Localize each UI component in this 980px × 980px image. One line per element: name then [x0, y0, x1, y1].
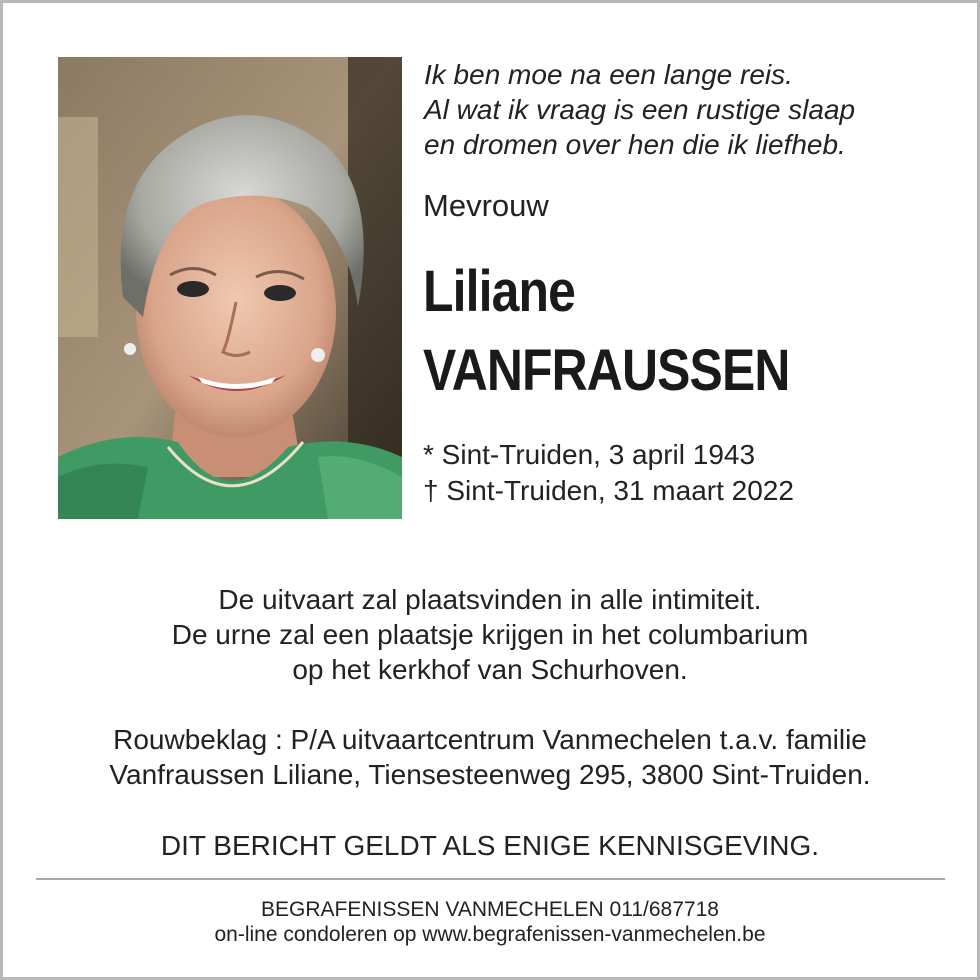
condolence-address — [0, 722, 980, 792]
first-name: Liliane — [423, 259, 575, 324]
divider — [36, 878, 945, 880]
death-date: † Sint-Truiden, 31 maart 2022 — [423, 475, 794, 506]
footer — [0, 897, 980, 947]
funeral-line: De uitvaart zal plaatsvinden in alle intimiteit. — [218, 584, 762, 615]
last-name: VANFRAUSSEN — [423, 338, 790, 403]
poem-line: Al wat ik vraag is een rustige slaap — [424, 94, 856, 125]
funeral-line: De urne zal een plaatsje krijgen in het columbarium — [171, 619, 809, 650]
address-line: Vanfraussen Liliane, Tiensesteenweg 295, 3800 Sint-Truiden. — [109, 759, 871, 790]
life-dates — [423, 437, 794, 509]
online-condolence-link[interactable]: on-line condoleren op www.begrafenissen-vanmechelen.be — [214, 923, 766, 946]
portrait-illustration — [58, 57, 402, 519]
portrait-photo — [58, 57, 402, 519]
funeral-line: op het kerkhof van Schurhoven. — [292, 654, 688, 685]
birth-date: * Sint-Truiden, 3 april 1943 — [423, 439, 756, 470]
poem-line: en dromen over hen die ik liefheb. — [424, 129, 846, 160]
funeral-home-contact: BEGRAFENISSEN VANMECHELEN 011/687718 — [261, 898, 719, 921]
notice — [0, 828, 980, 863]
funeral-info — [0, 582, 980, 687]
address-line: Rouwbeklag : P/A uitvaartcentrum Vanmechelen t.a.v. familie — [113, 724, 867, 755]
honorific: Mevrouw — [423, 188, 549, 223]
notice-text: DIT BERICHT GELDT ALS ENIGE KENNISGEVING. — [160, 830, 820, 861]
poem — [424, 57, 855, 162]
poem-line: Ik ben moe na een lange reis. — [424, 59, 793, 90]
